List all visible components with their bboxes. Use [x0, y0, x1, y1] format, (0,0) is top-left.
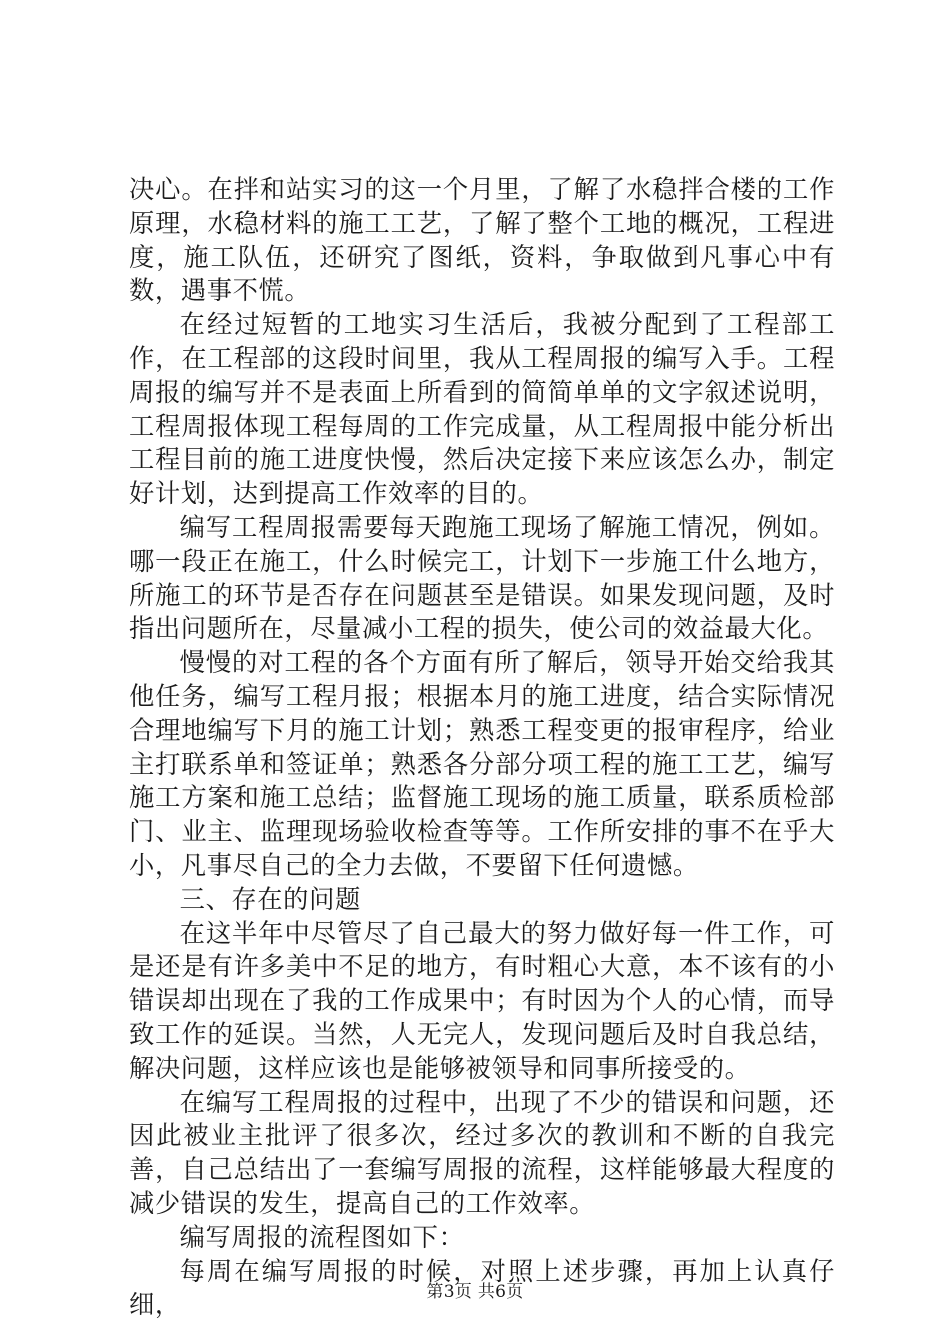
paragraph-1: 决心。在拌和站实习的这一个月里，了解了水稳拌合楼的工作原理，水稳材料的施工工艺，了解了整个工地的概况，工程进度，施工队伍，还研究了图纸，资料，争取做到凡事心中有数，遇事不慌。	[129, 175, 835, 306]
body-text	[129, 173, 835, 1322]
flowchart-caption: 编写周报的流程图如下：	[179, 1222, 465, 1252]
paragraph-4: 慢慢的对工程的各个方面有所了解后，领导开始交给我其他任务，编写工程月报；根据本月的施工进度，结合实际情况合理地编写下月的施工计划；熟悉工程变更的报审程序，给业主打联系单和签证单；熟悉各分部分项工程的施工工艺，编写施工方案和施工总结；监督施工现场的施工质量，联系质检部门、业主、监理现场验收检查等等。工作所安排的事不在乎大小，凡事尽自己的全力去做，不要留下任何遗憾。	[129, 648, 835, 880]
paragraph-3: 编写工程周报需要每天跑施工现场了解施工情况，例如。哪一段正在施工，什么时候完工，计划下一步施工什么地方，所施工的环节是否存在问题甚至是错误。如果发现问题，及时指出问题所在，尽量减小工程的损失，使公司的效益最大化。	[129, 512, 835, 644]
paragraph-2: 在经过短暂的工地实习生活后，我被分配到了工程部工作，在工程部的这段时间里，我从工程周报的编写入手。工程周报的编写并不是表面上所看到的简简单单的文字叙述说明，工程周报体现工程每周的工作完成量，从工程周报中能分析出工程目前的施工进度快慢，然后决定接下来应该怎么办，制定好计划，达到提高工作效率的目的。	[129, 310, 835, 509]
paragraph-6: 在编写工程周报的过程中，出现了不少的错误和问题，还因此被业主批评了很多次，经过多次的教训和不断的自我完善，自己总结出了一套编写周报的流程，这样能够最大程度的减少错误的发生，提高自己的工作效率。	[129, 1087, 835, 1218]
paragraph-5: 在这半年中尽管尽了自己最大的努力做好每一件工作，可是还是有许多美中不足的地方，有时粗心大意，本不该有的小错误却出现在了我的工作成果中；有时因为个人的心情，而导致工作的延误。当然，人无完人，发现问题后及时自我总结，解决问题，这样应该也是能够被领导和同事所接受的。	[129, 918, 835, 1083]
paragraph-7: 每周在编写周报的时候，对照上述步骤，再加上认真仔细，	[129, 1256, 835, 1320]
section-heading-problems: 三、存在的问题	[179, 884, 361, 914]
page-number-footer: 第3页 共6页	[426, 1282, 524, 1302]
